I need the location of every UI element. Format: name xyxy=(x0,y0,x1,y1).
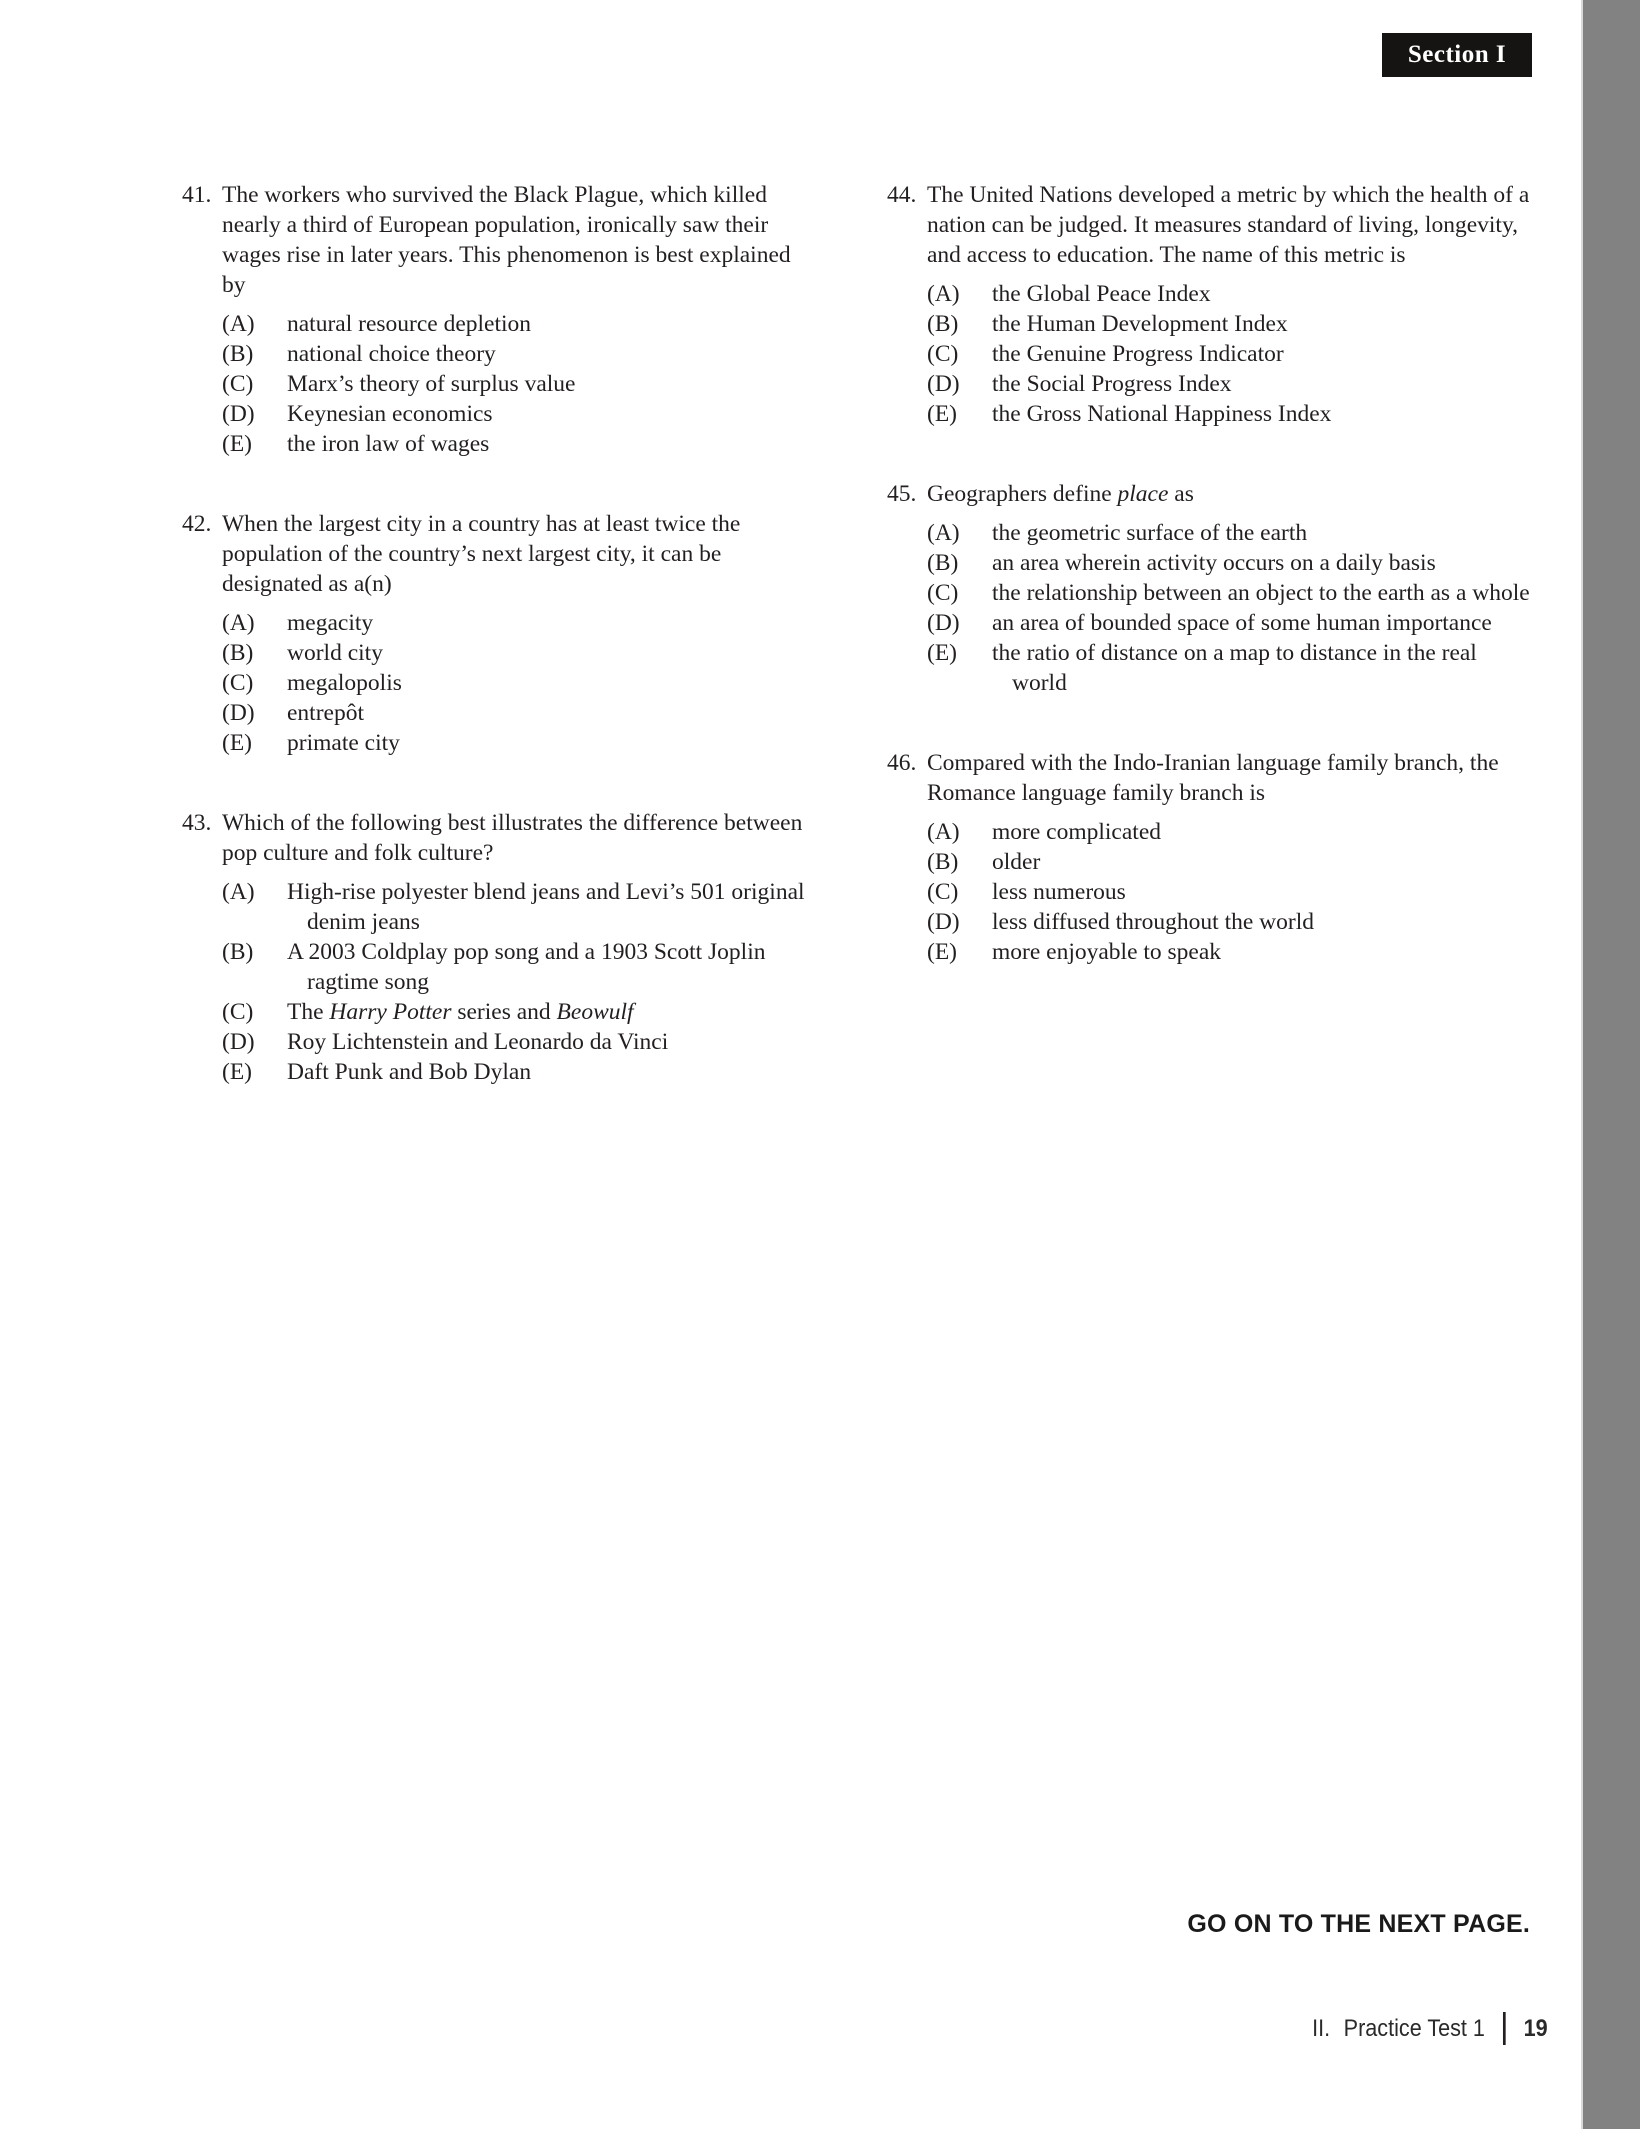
choice-row xyxy=(222,638,815,668)
choice-letter: (A) xyxy=(222,610,255,636)
choice-row xyxy=(927,339,1532,369)
choice-text: more enjoyable to speak xyxy=(992,939,1222,965)
choice-list xyxy=(222,877,815,1087)
choice-text: world city xyxy=(287,640,383,666)
choice-text: Roy Lichtenstein and Leonardo da Vinci xyxy=(287,1029,669,1055)
choice-letter: (B) xyxy=(927,550,959,576)
choice-row xyxy=(927,847,1532,877)
choice-row xyxy=(927,279,1532,309)
choice-row xyxy=(222,698,815,728)
choice-text: The Harry Potter series and Beowulf xyxy=(287,999,634,1025)
choice-row xyxy=(927,817,1532,847)
choice-letter: (E) xyxy=(927,640,958,666)
choice-letter: (E) xyxy=(222,1059,253,1085)
choice-text: Daft Punk and Bob Dylan xyxy=(287,1059,532,1085)
choice-list xyxy=(927,518,1532,698)
choice-letter: (D) xyxy=(222,700,255,726)
choice-text: the Gross National Happiness Index xyxy=(992,401,1332,427)
choice-text: the Social Progress Index xyxy=(992,371,1232,397)
choice-row xyxy=(222,937,815,997)
choice-text: A 2003 Coldplay pop song and a 1903 Scott Joplin ragtime song xyxy=(287,939,766,995)
choice-row xyxy=(927,608,1532,638)
choice-letter: (D) xyxy=(222,1029,255,1055)
choice-text: less diffused throughout the world xyxy=(992,909,1315,935)
choice-text: the relationship between an object to the earth as a whole xyxy=(992,580,1530,606)
choice-list xyxy=(222,608,815,758)
question xyxy=(887,180,1532,429)
choice-row xyxy=(927,877,1532,907)
choice-text: megalopolis xyxy=(287,670,402,696)
question-stem: Geographers define place as xyxy=(927,481,1194,507)
choice-text: Keynesian economics xyxy=(287,401,493,427)
page-footer xyxy=(1312,2012,1548,2045)
question-stem: Compared with the Indo-Iranian language family branch, the Romance language family branch is xyxy=(927,750,1499,806)
question-number: 45. xyxy=(887,481,917,507)
choice-row xyxy=(222,997,815,1027)
choice-letter: (A) xyxy=(927,281,960,307)
choice-letter: (C) xyxy=(927,879,959,905)
choice-text: the iron law of wages xyxy=(287,431,490,457)
choice-text: national choice theory xyxy=(287,341,496,367)
choice-row xyxy=(927,907,1532,937)
choice-row xyxy=(927,369,1532,399)
choice-text: less numerous xyxy=(992,879,1126,905)
question xyxy=(182,180,815,459)
choice-text: the Genuine Progress Indicator xyxy=(992,341,1284,367)
choice-letter: (B) xyxy=(927,311,959,337)
choice-letter: (E) xyxy=(222,730,253,756)
choice-row xyxy=(927,638,1532,698)
choice-row xyxy=(222,877,815,937)
choice-list xyxy=(927,817,1532,967)
choice-letter: (C) xyxy=(927,580,959,606)
question-number: 44. xyxy=(887,182,917,208)
question xyxy=(182,808,815,1087)
choice-text: primate city xyxy=(287,730,400,756)
choice-letter: (D) xyxy=(222,401,255,427)
choice-row xyxy=(222,339,815,369)
book-section-title: Practice Test 1 xyxy=(1343,2014,1486,2042)
choice-letter: (A) xyxy=(222,311,255,337)
choice-letter: (C) xyxy=(927,341,959,367)
question-stem: When the largest city in a country has at least twice the population of the country’s next largest city, it can be designated as a(n) xyxy=(222,511,741,597)
question-column-left xyxy=(182,180,815,1137)
choice-row xyxy=(222,608,815,638)
choice-text: entrepôt xyxy=(287,700,364,726)
choice-letter: (A) xyxy=(927,520,960,546)
question-number: 43. xyxy=(182,810,212,836)
choice-letter: (B) xyxy=(222,939,254,965)
choice-text: Marx’s theory of surplus value xyxy=(287,371,576,397)
question xyxy=(887,479,1532,698)
choice-text: the Global Peace Index xyxy=(992,281,1211,307)
choice-letter: (B) xyxy=(222,640,254,666)
choice-text: an area wherein activity occurs on a daily basis xyxy=(992,550,1436,576)
choice-letter: (C) xyxy=(222,371,254,397)
choice-row xyxy=(927,548,1532,578)
choice-list xyxy=(927,279,1532,429)
choice-letter: (D) xyxy=(927,610,960,636)
choice-row xyxy=(222,309,815,339)
choice-text: High-rise polyester blend jeans and Levi’s 501 original denim jeans xyxy=(287,879,805,935)
choice-text: natural resource depletion xyxy=(287,311,532,337)
page-number: 19 xyxy=(1523,2014,1548,2042)
section-badge-label: Section I xyxy=(1407,41,1507,68)
choice-row xyxy=(927,937,1532,967)
footer-divider xyxy=(1503,2012,1506,2045)
choice-text: the geometric surface of the earth xyxy=(992,520,1308,546)
choice-text: more complicated xyxy=(992,819,1161,845)
choice-row xyxy=(927,399,1532,429)
choice-letter: (A) xyxy=(927,819,960,845)
choice-letter: (C) xyxy=(222,670,254,696)
choice-letter: (A) xyxy=(222,879,255,905)
section-badge xyxy=(1382,33,1532,77)
choice-row xyxy=(222,429,815,459)
choice-letter: (E) xyxy=(222,431,253,457)
question-number: 46. xyxy=(887,750,917,776)
choice-text: the Human Development Index xyxy=(992,311,1288,337)
choice-text: megacity xyxy=(287,610,374,636)
page-edge-bar xyxy=(1581,0,1640,2129)
choice-list xyxy=(222,309,815,459)
go-on-instruction: GO ON TO THE NEXT PAGE. xyxy=(1187,1910,1530,1938)
choice-letter: (B) xyxy=(927,849,959,875)
choice-row xyxy=(222,1027,815,1057)
question-number: 41. xyxy=(182,182,212,208)
choice-row xyxy=(222,399,815,429)
choice-text: an area of bounded space of some human importance xyxy=(992,610,1492,636)
choice-row xyxy=(222,1057,815,1087)
question-column-right xyxy=(887,180,1532,1137)
choice-row xyxy=(927,309,1532,339)
choice-letter: (E) xyxy=(927,401,958,427)
chapter-label: II. xyxy=(1312,2014,1331,2042)
choice-row xyxy=(222,668,815,698)
question-stem: The workers who survived the Black Plague, which killed nearly a third of European population, ironically saw their wages rise in later years. This phenomenon is best explained by xyxy=(222,182,791,298)
question-stem: Which of the following best illustrates the difference between pop culture and folk culture? xyxy=(222,810,803,866)
choice-text: older xyxy=(992,849,1041,875)
question xyxy=(182,509,815,758)
choice-letter: (B) xyxy=(222,341,254,367)
choice-letter: (D) xyxy=(927,909,960,935)
choice-row xyxy=(927,518,1532,548)
choice-letter: (E) xyxy=(927,939,958,965)
questions-area xyxy=(182,180,1532,1137)
question-number: 42. xyxy=(182,511,212,537)
choice-row xyxy=(222,728,815,758)
choice-text: the ratio of distance on a map to distance in the real world xyxy=(992,640,1477,696)
choice-row xyxy=(927,578,1532,608)
choice-letter: (D) xyxy=(927,371,960,397)
question-stem: The United Nations developed a metric by which the health of a nation can be judged. It measures standard of living, longevity, and access to education. The name of this metric is xyxy=(927,182,1530,268)
choice-row xyxy=(222,369,815,399)
choice-letter: (C) xyxy=(222,999,254,1025)
question xyxy=(887,748,1532,967)
